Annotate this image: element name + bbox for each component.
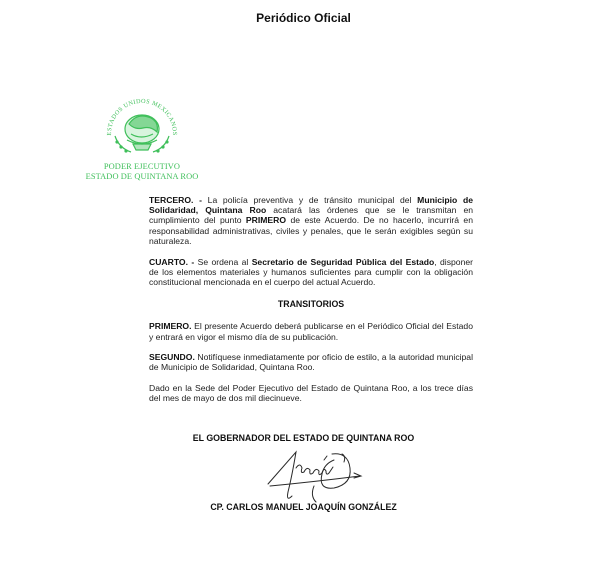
article-cuarto (149, 257, 473, 288)
seal-ring-text: ESTADOS UNIDOS MEXICANOS (105, 97, 179, 136)
article-bold-text: PRIMERO (245, 215, 287, 226)
page-header-title: Periódico Oficial (256, 11, 351, 25)
article-bold-text: Secretario de Seguridad Pública del Estado (251, 256, 435, 267)
article-text: acatará las órdenes que se le transmitan en cumplimiento del punto (149, 205, 474, 226)
article-label: PRIMERO. (149, 321, 192, 332)
article-label: TERCERO. - (149, 195, 202, 205)
article-text: de este Acuerdo. De no hacerlo, incurrirá en responsabilidad administrativas, civiles y penales, que le serán exigibles según su naturaleza. (149, 215, 473, 246)
signature-image (262, 446, 372, 506)
transitorio-primero (149, 321, 473, 341)
governor-title: EL GOBERNADOR DEL ESTADO DE QUINTANA ROO (192, 433, 415, 443)
signature-text: Joaquín (262, 446, 266, 447)
seal-line-poder-ejecutivo: PODER EJECUTIVO (103, 162, 181, 171)
article-text: El presente Acuerdo deberá publicarse en el Periódico Oficial del Estado y entrará en vigor el mismo día de su publicación. (149, 321, 473, 342)
transitorio-segundo (149, 352, 473, 372)
transitorios-heading: TRANSITORIOS (277, 299, 345, 310)
article-tercero (149, 195, 473, 246)
article-text: La policía preventiva y de tránsito municipal del (201, 195, 418, 205)
signer-name: CP. CARLOS MANUEL JOAQUÍN GONZÁLEZ (210, 502, 397, 512)
closing-statement: Dado en la Sede del Poder Ejecutivo del Estado de Quintana Roo, a los trece días del mes de mayo de dos mil diecinueve. (149, 383, 473, 404)
article-text: , disponer de los elementos materiales y humanos suficientes para cumplir con la obligación constitucional mencionada en el cuerpo del actual Acuerdo. (149, 256, 473, 287)
document-body (149, 195, 473, 414)
article-text: Se ordena al (194, 256, 252, 267)
coat-of-arms-icon (97, 96, 187, 160)
seal-line-estado: ESTADO DE QUINTANA ROO (85, 172, 199, 181)
state-seal (72, 96, 212, 186)
article-label: SEGUNDO. (149, 352, 195, 363)
article-text: Notifíquese inmediatamente por oficio de estilo, a la autoridad municipal de Municipio de Solidaridad, Quintana Roo. (149, 352, 473, 373)
article-bold-text: Municipio de Solidaridad, Quintana Roo (149, 195, 473, 216)
article-label: CUARTO. - (149, 256, 195, 267)
